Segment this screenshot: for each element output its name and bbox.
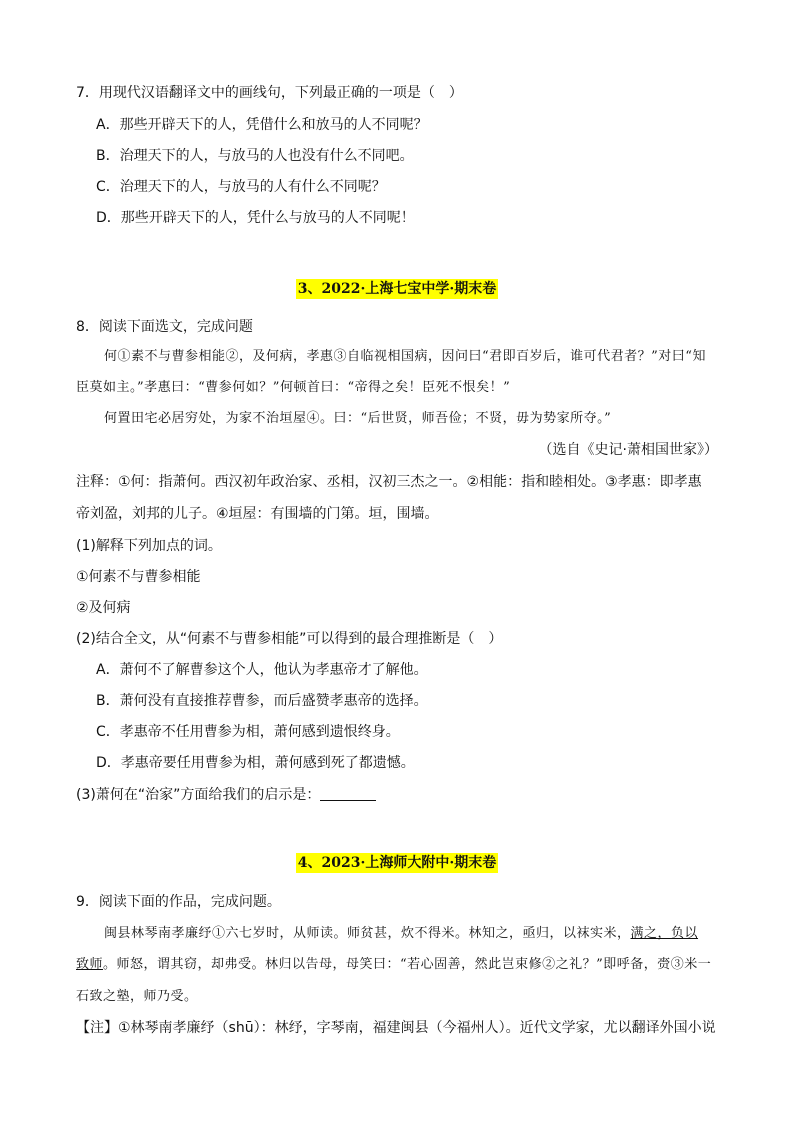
q9-passage-line-1: 闽县林琴南孝廉纾①六七岁时，从师读。师贫甚，炊不得米。林知之，亟归，以袜实米，满之，负以 <box>104 926 699 941</box>
q7-option-c: C．治理天下的人，与放马的人有什么不同呢？ <box>96 179 386 195</box>
q8-sub2-option-d: D．孝惠帝要任用曹参为相，萧何感到死了都遗憾。 <box>96 755 415 771</box>
underlined-sentence-part-1: 满之，负以 <box>630 926 699 941</box>
q8-sub2: (2)结合全文，从“何素不与曹参相能”可以得到的最合理推断是（ ） <box>76 631 503 647</box>
q8-notes-line-2: 帝刘盈，刘邦的儿子。④垣屋：有围墙的门第。垣，围墙。 <box>76 506 439 522</box>
q8-sub1: (1)解释下列加点的词。 <box>76 538 222 554</box>
q8-sub2-option-b: B．萧何没有直接推荐曹参，而后盛赞孝惠帝的选择。 <box>96 693 428 709</box>
q9-passage-line-3: 石致之塾，师乃受。 <box>76 989 198 1004</box>
q7-stem: 7．用现代汉语翻译文中的画线句，下列最正确的一项是（ ） <box>76 85 463 101</box>
q8-sub1-item-2: ②及何病 <box>76 600 131 616</box>
q8-stem: 8．阅读下面选文，完成问题 <box>76 319 253 335</box>
section-4-heading: 4、2023·上海师大附中·期末卷 <box>297 855 497 871</box>
q9-stem: 9．阅读下面的作品，完成问题。 <box>76 894 281 910</box>
section-3-heading: 3、2022·上海七宝中学·期末卷 <box>297 281 497 297</box>
q7-option-d: D．那些开辟天下的人，凭什么与放马的人不同呢！ <box>96 210 415 226</box>
q8-sub2-option-a: A．萧何不了解曹参这个人，他认为孝惠帝才了解他。 <box>96 662 428 678</box>
q8-sub3: (3)萧何在“治家”方面给我们的启示是： <box>76 786 376 804</box>
q9-passage-line-2: 致师。师怒，谓其窃，却弗受。林归以告母，母笑曰：“若心固善，然此岂束修②之礼？”即呼备，赍③米一 <box>76 957 712 972</box>
q8-passage-line-2: 臣莫如主。”孝惠曰：“曹参何如？”何顿首曰：“帝得之矣！臣死不恨矣！” <box>76 380 511 395</box>
q9-note: 【注】①林琴南孝廉纾（shū）：林纾，字琴南，福建闽县（今福州人）。近代文学家，尤以翻译外国小说 <box>76 1020 716 1036</box>
q8-passage-line-3: 何置田宅必居穷处，为家不治垣屋④。曰：“后世贤，师吾俭；不贤，毋为势家所夺。” <box>104 411 612 426</box>
q8-notes-line-1: 注释：①何：指萧何。西汉初年政治家、丞相，汉初三杰之一。②相能：指和睦相处。③孝惠：即孝惠 <box>76 474 702 490</box>
q7-option-b: B．治理天下的人，与放马的人也没有什么不同吧。 <box>96 148 414 164</box>
q8-sub2-option-c: C．孝惠帝不任用曹参为相，萧何感到遗恨终身。 <box>96 724 400 740</box>
q8-passage-line-1: 何①素不与曹参相能②，及何病，孝惠③自临视相国病，因问曰“君即百岁后，谁可代君者？”对曰“知 <box>104 349 706 364</box>
underlined-sentence-part-2: 致师 <box>76 957 104 972</box>
q8-source: （选自《史记·萧相国世家》） <box>538 442 718 458</box>
q7-option-a: A．那些开辟天下的人，凭借什么和放马的人不同呢？ <box>96 117 428 133</box>
q8-sub1-item-1: ①何素不与曹参相能 <box>76 569 201 585</box>
answer-blank[interactable] <box>320 786 376 801</box>
